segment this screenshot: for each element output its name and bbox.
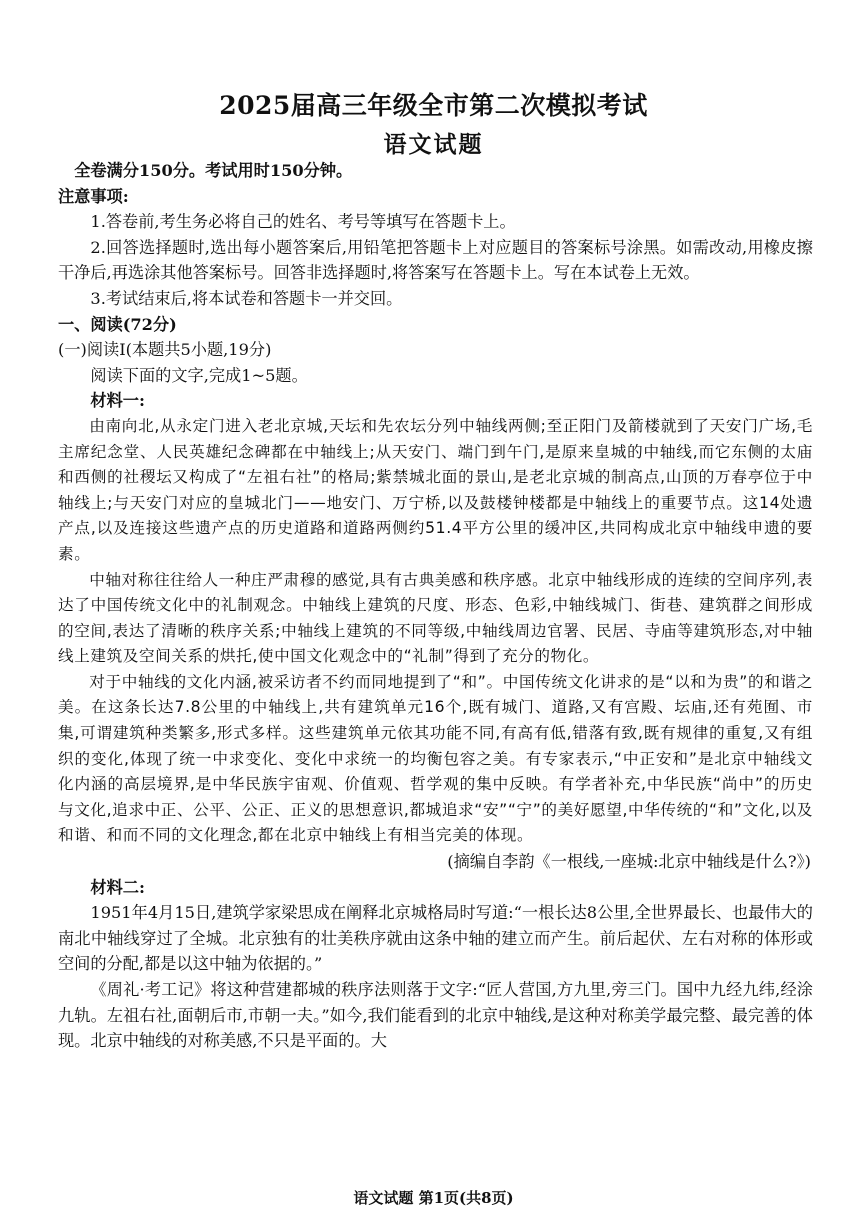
notice-heading: 注意事项: xyxy=(58,186,129,206)
subsection-heading: (一)阅读Ⅰ(本题共5小题,19分) xyxy=(58,340,272,360)
notice-item: 1.答卷前,考生务必将自己的姓名、考号等填写在答题卡上。 xyxy=(90,212,516,232)
material-one-label: 材料一: xyxy=(90,391,145,411)
material-one-paragraph: 中轴对称往往给人一种庄严肃穆的感觉,具有古典美感和秩序感。北京中轴线形成的连续的空间序列,表达了中国传统文化中的礼制观念。中轴线上建筑的尺度、形态、色彩,中轴线城门、街巷、建筑群之间形成的空间,表达了清晰的秩序关系;中轴线上建筑的不同等级,中轴线周边官署、民居、寺庙等建筑形态,对中轴线上建筑及空间关系的烘托,使中国文化观念中的“礼制”得到了充分的物化。 xyxy=(58,570,813,666)
exam-title: 2025届高三年级全市第二次模拟考试 xyxy=(219,91,648,120)
material-two-label: 材料二: xyxy=(90,877,145,897)
exam-subtitle: 语文试题 xyxy=(383,131,484,158)
page-footer: 语文试题 第1页(共8页) xyxy=(353,1189,514,1207)
score-time-line: 全卷满分150分。考试用时150分钟。 xyxy=(74,161,353,180)
notice-item: 3.考试结束后,将本试卷和答题卡一并交回。 xyxy=(90,288,403,308)
reading-instruction: 阅读下面的文字,完成1~5题。 xyxy=(90,365,308,385)
section-heading: 一、阅读(72分) xyxy=(58,314,177,334)
material-two-paragraph: 1951年4月15日,建筑学家梁思成在阐释北京城格局时写道:“一根长达8公里,全世界最长、也最伟大的南北中轴线穿过了全城。北京独有的壮美秩序就由这条中轴的建立而产生。前后起伏、左右对称的体形或空间的分配,都是以这中轴为依据的。” xyxy=(58,903,813,974)
material-one-paragraph: 由南向北,从永定门进入老北京城,天坛和先农坛分列中轴线两侧;至正阳门及箭楼就到了天安门广场,毛主席纪念堂、人民英雄纪念碑都在中轴线上;从天安门、端门到午门,是原来皇城的中轴线,而它东侧的太庙和西侧的社稷坛又构成了“左祖右社”的格局;紫禁城北面的景山,是老北京城的制高点,山顶的万春亭位于中轴线上;与天安门对应的皇城北门——地安门、万宁桥,以及鼓楼钟楼都是中轴线上的重要节点。这14处遗产点,以及连接这些遗产点的历史道路和道路两侧约51.4平方公里的缓冲区,共同构成北京中轴线申遗的要素。 xyxy=(58,416,813,563)
material-one-source: (摘编自李韵《一根线,一座城:北京中轴线是什么?》) xyxy=(447,852,811,872)
exam-content xyxy=(58,158,813,1054)
notice-item: 2.回答选择题时,选出每小题答案后,用铅笔把答题卡上对应题目的答案标号涂黑。如需改动,用橡皮擦干净后,再选涂其他答案标号。回答非选择题时,将答案写在答题卡上。写在本试卷上无效。 xyxy=(58,237,813,283)
material-two-paragraph: 《周礼·考工记》将这种营建都城的秩序法则落于文字:“匠人营国,方九里,旁三门。国中九经九纬,经涂九轨。左祖右社,面朝后市,市朝一夫。”如今,我们能看到的北京中轴线,是这种对称美学最完整、最完善的体现。北京中轴线的对称美感,不只是平面的。大 xyxy=(58,980,813,1051)
material-one-paragraph: 对于中轴线的文化内涵,被采访者不约而同地提到了“和”。中国传统文化讲求的是“以和为贵”的和谐之美。在这条长达7.8公里的中轴线上,共有建筑单元16个,既有城门、道路,又有宫殿、坛庙,还有苑囿、市集,可谓建筑种类繁多,形式多样。这些建筑单元依其功能不同,有高有低,错落有致,既有规律的重复,又有组织的变化,体现了统一中求变化、变化中求统一的均衡包容之美。有专家表示,“中正安和”是北京中轴线文化内涵的高层境界,是中华民族宇宙观、价值观、哲学观的集中反映。有学者补充,中华民族“尚中”的历史与文化,追求中正、公平、公正、正义的思想意识,都城追求“安”“宁”的美好愿望,中华传统的“和”文化,以及和谐、和而不同的文化理念,都在北京中轴线上有相当完美的体现。 xyxy=(58,672,813,845)
